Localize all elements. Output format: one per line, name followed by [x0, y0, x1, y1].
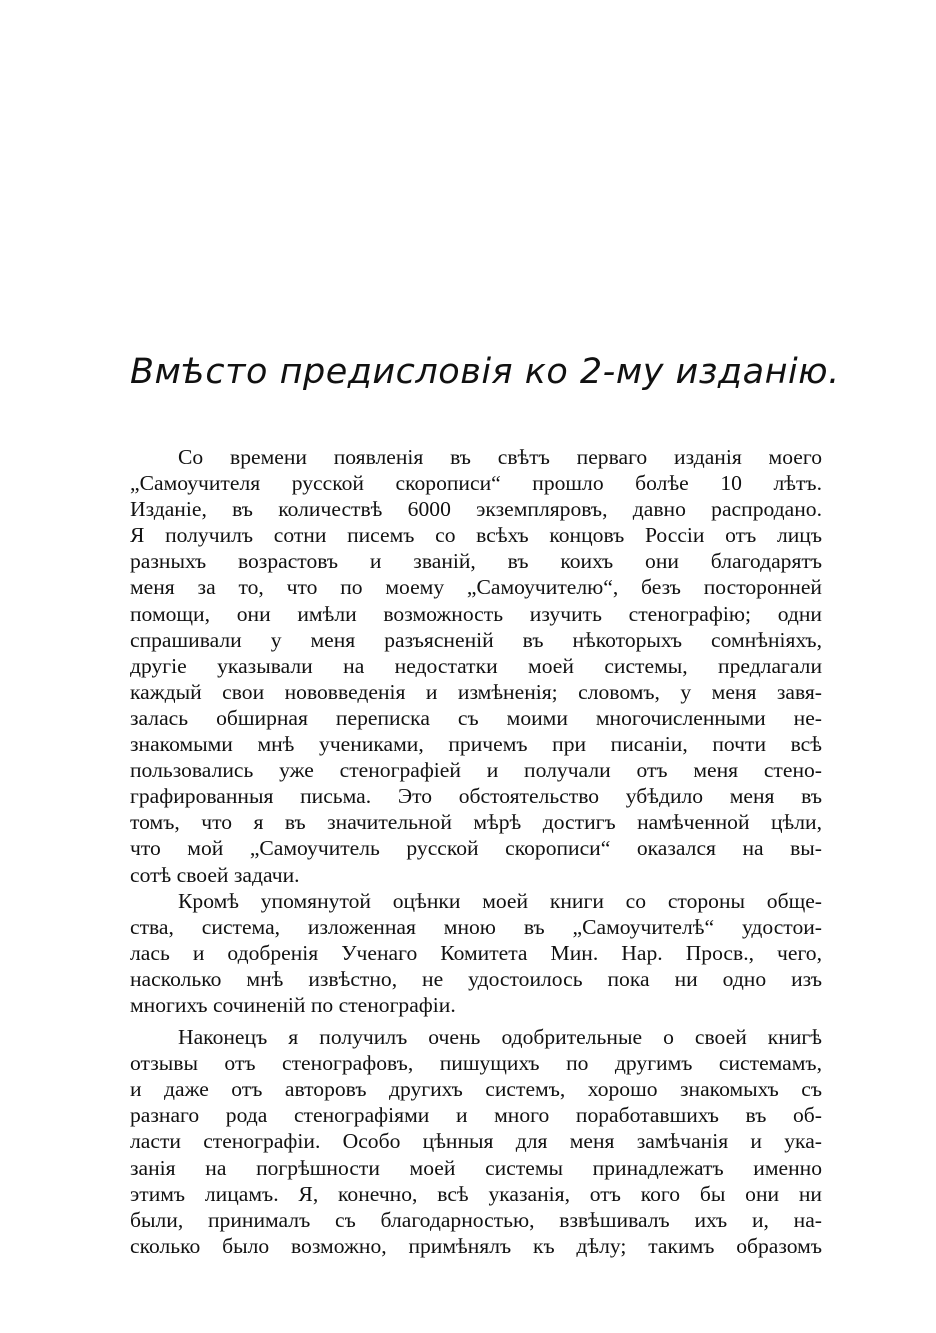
text-line: были, принималъ съ благодарностью, взвѣшивалъ ихъ и, на-	[130, 1207, 822, 1232]
text-line: лась и одобренія Ученаго Комитета Мин. Нар. Просв., чего,	[130, 940, 822, 965]
text-line: Со времени появленія въ свѣтъ перваго изданія моего	[178, 445, 822, 469]
text-line: насколько мнѣ извѣстно, не удостоилось пока ни одно изъ	[130, 966, 822, 991]
text-line: сколько было возможно, примѣнялъ къ дѣлу; такимъ образомъ	[130, 1233, 822, 1258]
text-line: что мой „Самоучитель русской скорописи“ оказался на вы-	[130, 836, 822, 861]
text-line: ласти стенографіи. Особо цѣнныя для меня замѣчанія и ука-	[130, 1129, 822, 1154]
text-line: Изданіе, въ количествѣ 6000 экземпляровъ, давно распродано.	[130, 497, 822, 522]
text-line: томъ, что я въ значительной мѣрѣ достигъ намѣченной цѣли,	[130, 810, 822, 835]
text-line: отзывы отъ стенографовъ, пишущихъ по другимъ системамъ,	[130, 1051, 822, 1076]
text-line: разнаго рода стенографіями и много поработавшихъ въ об-	[130, 1103, 822, 1128]
paragraph-2	[130, 888, 822, 1018]
text-line: ства, система, изложенная мною въ „Самоучителѣ“ удостои-	[130, 914, 822, 939]
text-line: Я получилъ сотни писемъ со всѣхъ концовъ Россіи отъ лицъ	[130, 523, 822, 548]
body-text	[130, 444, 822, 1259]
text-line: помощи, они имѣли возможность изучить стенографію; одни	[130, 601, 822, 626]
text-line: меня за то, что по моему „Самоучителю“, безъ посторонней	[130, 575, 822, 600]
text-line: знакомыми мнѣ учениками, причемъ при писаніи, почти всѣ	[130, 732, 822, 757]
text-line: и даже отъ авторовъ другихъ системъ, хорошо знакомыхъ съ	[130, 1077, 822, 1102]
text-line: графированныя письма. Это обстоятельство убѣдило меня въ	[130, 784, 822, 809]
text-line: разныхъ возрастовъ и званій, въ коихъ они благодарятъ	[130, 549, 822, 574]
text-line: залась обширная переписка съ моими многочисленными не-	[130, 705, 822, 730]
text-line: другіе указывали на недостатки моей системы, предлагали	[130, 653, 822, 678]
text-line: пользовались уже стенографіей и получали отъ меня стено-	[130, 758, 822, 783]
text-line: этимъ лицамъ. Я, конечно, всѣ указанія, отъ кого бы они ни	[130, 1181, 822, 1206]
text-line: Наконецъ я получилъ очень одобрительные о своей книгѣ	[178, 1025, 822, 1050]
text-line: Кромѣ упомянутой оцѣнки моей книги со стороны обще-	[178, 888, 822, 913]
paragraph-3	[130, 1024, 822, 1259]
paragraph-1	[130, 444, 822, 888]
section-heading: Вмѣсто предисловія ко 2-му изданію.	[130, 352, 840, 392]
text-line: каждый свои нововведенія и измѣненія; словомъ, у меня завя-	[130, 679, 822, 704]
text-line: многихъ сочиненій по стенографіи.	[130, 992, 456, 1017]
text-line: спрашивали у меня разъясненій въ нѣкоторыхъ сомнѣніяхъ,	[130, 627, 822, 652]
text-line: „Самоучителя русской скорописи“ прошло болѣе 10 лѣтъ.	[130, 471, 822, 496]
text-line: сотѣ своей задачи.	[130, 862, 300, 887]
text-line: занія на погрѣшности моей системы принадлежатъ именно	[130, 1155, 822, 1180]
